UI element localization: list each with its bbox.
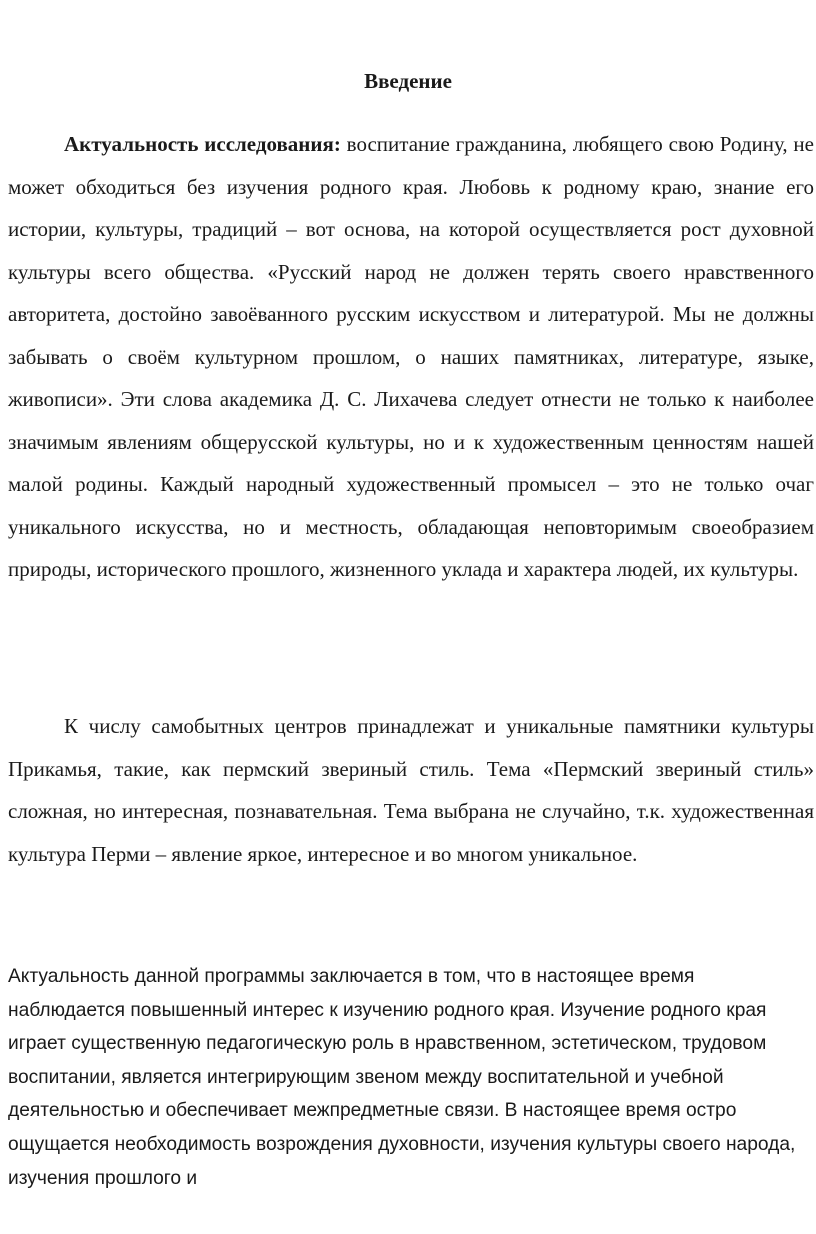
document-title: Введение [364,69,452,93]
paragraph-program-relevance: Актуальность данной программы заключается в том, что в настоящее время наблюдается повышенный интерес к изучению родного края. Изучение родного края играет существенную педагогическую роль в нравственном, эстетическом, трудовом воспитании, является интегрирующим звеном между воспитательной и учебной деятельностью и обеспечивает межпредметные связи. В настоящее время остро ощущается необходимость возрождения духовности, изучения культуры своего народа, изучения прошлого и [8,966,796,1189]
paragraph-lead: Актуальность исследования: [64,132,341,156]
paragraph-text: воспитание гражданина, любящего свою Родину, не может обходиться без изучения родного края. Любовь к родному краю, знание его истории, культуры, традиций – вот основа, на которой осуществляется рост духовной культуры всего общества. «Русский народ не должен терять своего нравственного авторитета, достойно завоёванного русским искусством и литературой. Мы не должны забывать о своём культурном прошлом, о наших памятниках, литературе, языке, живописи». Эти слова академика Д. С. Лихачева следует отнести не только к наиболее значимым явлениям общерусской культуры, но и к художественным ценностям нашей малой родины. Каждый народный художественный промысел – это не только очаг уникального искусства, но и местность, обладающая неповторимым своеобразием природы, исторического прошлого, жизненного уклада и характера людей, их культуры. [8,132,814,581]
paragraph-relevance [8,123,814,591]
paragraph-perm-style: К числу самобытных центров принадлежат и уникальные памятники культуры Прикамья, такие, как пермский звериный стиль. Тема «Пермский звериный стиль» сложная, но интересная, познавательная. Тема выбрана не случайно, т.к. художественная культура Перми – явление яркое, интересное и во многом уникальное. [8,714,814,866]
